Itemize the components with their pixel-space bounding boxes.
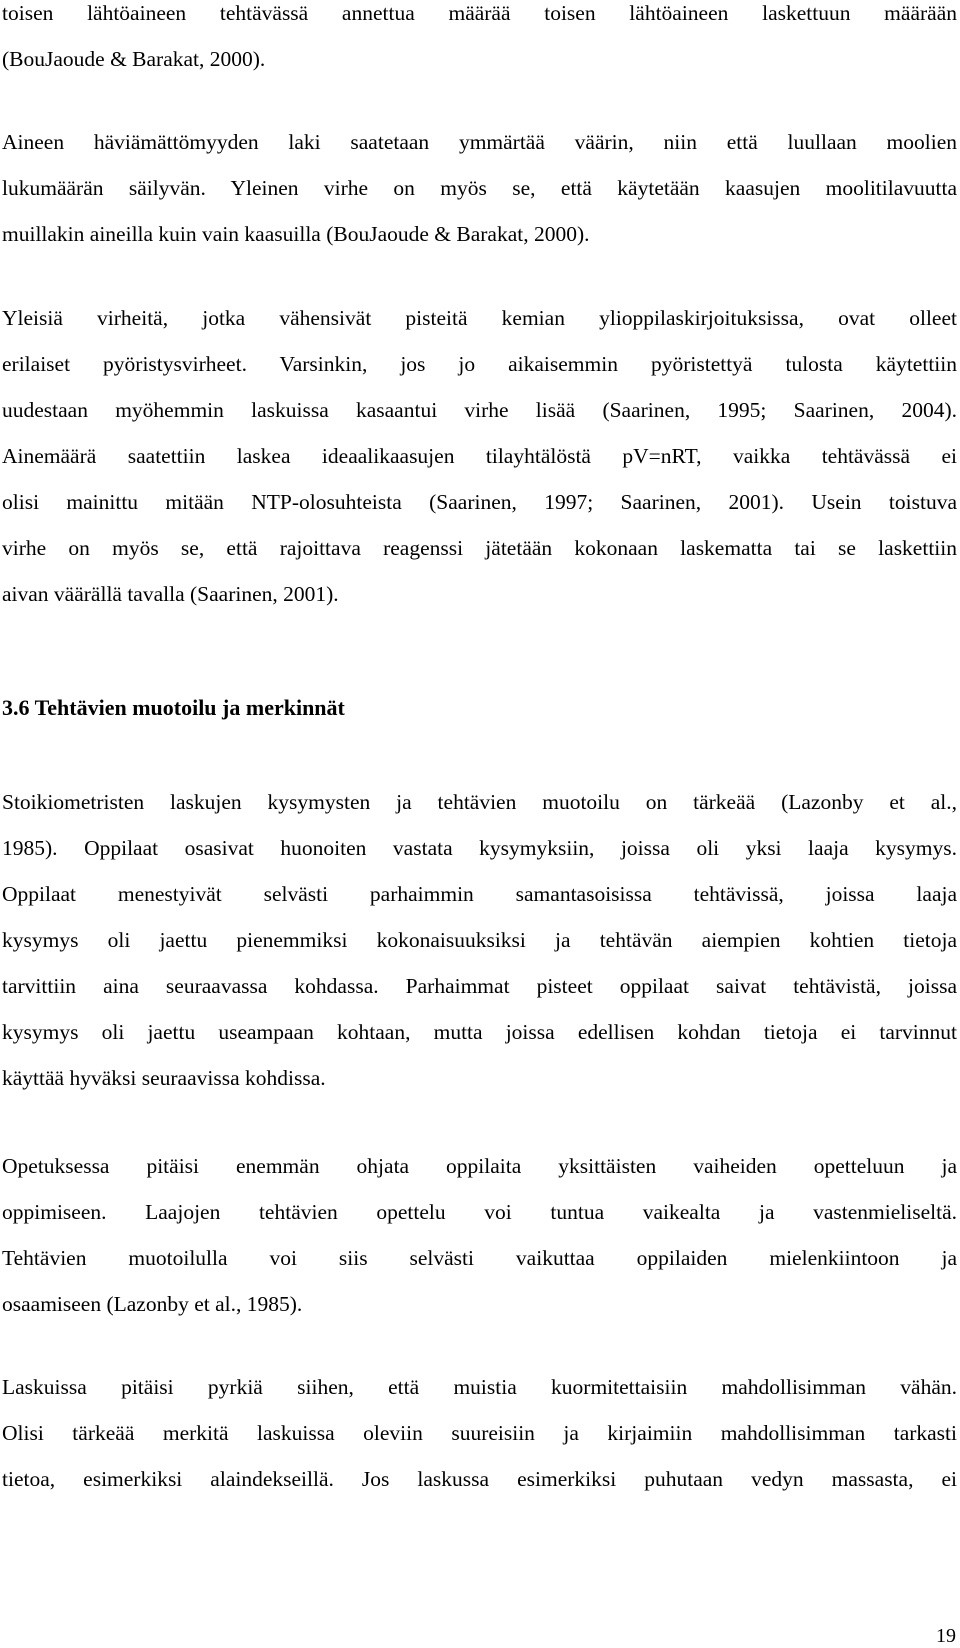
paragraph-memory-load <box>2 1364 957 1502</box>
text-line: Stoikiometristen laskujen kysymysten ja tehtävien muotoilu on tärkeää (Lazonby et al., <box>2 790 957 814</box>
text-line: Opetuksessa pitäisi enemmän ohjata oppilaita yksittäisten vaiheiden opetteluun ja <box>2 1154 957 1178</box>
paragraph-task-formulation <box>2 779 957 1101</box>
text-line: Yleisiä virheitä, jotka vähensivät pisteitä kemian ylioppilaskirjoituksissa, ovat olleet <box>2 306 957 330</box>
text-line: Tehtävien muotoilulla voi siis selvästi vaikuttaa oppilaiden mielenkiintoon ja <box>2 1246 957 1270</box>
text-line: uudestaan myöhemmin laskuissa kasaantui virhe lisää (Saarinen, 1995; Saarinen, 2004). <box>2 398 957 422</box>
paragraph-teaching-guidance <box>2 1143 957 1327</box>
text-line: Aineen häviämättömyyden laki saatetaan ymmärtää väärin, niin että luullaan moolien <box>2 130 957 154</box>
text-line: aivan väärällä tavalla (Saarinen, 2001). <box>2 582 339 606</box>
text-line: muillakin aineilla kuin vain kaasuilla (BouJaoude & Barakat, 2000). <box>2 222 590 246</box>
text-line: kysymys oli jaettu useampaan kohtaan, mutta joissa edellisen kohdan tietoja ei tarvinnut <box>2 1020 957 1044</box>
page-number: 19 <box>936 1625 956 1647</box>
text-line: 1985). Oppilaat osasivat huonoiten vastata kysymyksiin, joissa oli yksi laaja kysymys. <box>2 836 957 860</box>
text-line: oppimiseen. Laajojen tehtävien opettelu voi tuntua vaikealta ja vastenmieliseltä. <box>2 1200 957 1224</box>
paragraph-conservation-law <box>2 119 957 257</box>
text-line: tietoa, esimerkiksi alaindekseillä. Jos laskussa esimerkiksi puhutaan vedyn massasta, ei <box>2 1467 957 1491</box>
text-line: käyttää hyväksi seuraavissa kohdissa. <box>2 1066 326 1090</box>
text-line: kysymys oli jaettu pienemmiksi kokonaisuuksiksi ja tehtävän aiempien kohtien tietoja <box>2 928 957 952</box>
text-line: toisen lähtöaineen tehtävässä annettua määrää toisen lähtöaineen laskettuun määrään <box>2 1 957 25</box>
text-line: Olisi tärkeää merkitä laskuissa oleviin suureisiin ja kirjaimiin mahdollisimman tarkasti <box>2 1421 957 1445</box>
text-line: tarvittiin aina seuraavassa kohdassa. Parhaimmat pisteet oppilaat saivat tehtävistä, joissa <box>2 974 957 998</box>
text-line: (BouJaoude & Barakat, 2000). <box>2 47 266 71</box>
text-line: virhe on myös se, että rajoittava reagenssi jätetään kokonaan laskematta tai se laskettiin <box>2 536 957 560</box>
text-line: Ainemäärä saatettiin laskea ideaalikaasujen tilayhtälöstä pV=nRT, vaikka tehtävässä ei <box>2 444 957 468</box>
text-line: Laskuissa pitäisi pyrkiä siihen, että muistia kuormitettaisiin mahdollisimman vähän. <box>2 1375 957 1399</box>
text-line: lukumäärän säilyvän. Yleinen virhe on myös se, että käytetään kaasujen moolitilavuutta <box>2 176 957 200</box>
text-line: olisi mainittu mitään NTP-olosuhteista (Saarinen, 1997; Saarinen, 2001). Usein toistuva <box>2 490 957 514</box>
text-line: erilaiset pyöristysvirheet. Varsinkin, jos jo aikaisemmin pyöristettyä tulosta käytettiin <box>2 352 957 376</box>
text-line: Oppilaat menestyivät selvästi parhaimmin samantasoisissa tehtävissä, joissa laaja <box>2 882 957 906</box>
paragraph-common-errors <box>2 295 957 617</box>
paragraph-bouJaoude-ratio <box>2 0 957 82</box>
section-heading: 3.6 Tehtävien muotoilu ja merkinnät <box>2 695 345 720</box>
text-line: osaamiseen (Lazonby et al., 1985). <box>2 1292 303 1316</box>
